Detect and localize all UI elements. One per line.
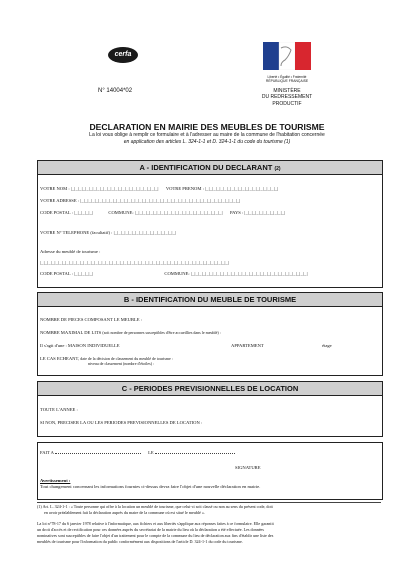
adresse-field[interactable]: |_|_|_|_|_|_|_|_|_|_|_|_|_|_|_|_|_|_|_|_|_|_|_|_|_|_|_|_|_|_|_|_|_|_|_|_|_|_|_|_|_|_|_|_| [80,198,241,203]
avertissement-title: Avertissement : [40,478,71,483]
pieces-label: NOMBRE DE PIECES COMPOSANT LE MEUBLE : [40,317,143,322]
cp-row [40,210,285,216]
commune2-field[interactable]: |_|_|_|_|_|_|_|_|_|_|_|_|_|_|_|_|_|_|_|_|_|_|_|_|_|_|_|_|_|_|_|_| [190,271,308,276]
lits-row [40,330,221,336]
tel-field[interactable]: |_|_|_|_|_|_|_|_|_|_|_|_|_|_|_|_|_| [113,230,177,235]
section-c-title: C - PERIODES PREVISIONNELLES DE LOCATION [121,384,299,393]
adresse-label: VOTRE ADRESSE : [40,198,80,203]
commune-field[interactable]: |_|_|_|_|_|_|_|_|_|_|_|_|_|_|_|_|_|_|_|_|_|_|_|_| [134,210,223,215]
appartement-label[interactable]: APPARTEMENT [231,343,264,348]
section-b-heading [37,292,383,307]
marianne-logo [263,42,311,82]
section-c-box [37,395,383,437]
nom-label: VOTRE NOM : [40,186,70,191]
ministry-line2: DU REDRESSEMENT [261,94,313,101]
cp2-field[interactable]: |_|_|_|_|_| [74,271,94,276]
cerfa-logo: cerfa [108,47,138,63]
annee-label: TOUTE L'ANNEE : [40,407,78,412]
maison-label[interactable]: Il s'agit d'une : MAISON INDIVIDUELLE [40,343,120,348]
footnote-separator [37,502,381,503]
footnote-1: (1) Art. L. 324-1-1 : « Toute personne qui offre à la location un meublé de tourisme, que celui-ci soit classé ou non au sens du présent code, doit [37,504,273,509]
etage-label: étage [322,343,332,348]
nom-field[interactable]: |_|_|_|_|_|_|_|_|_|_|_|_|_|_|_|_|_|_|_|_|_|_|_|_| [70,186,159,191]
cp-field[interactable]: |_|_|_|_|_| [74,210,94,215]
pays-label: PAYS : [229,210,244,215]
title-sub-2: en application des articles L. 324-1-1 et D. 324-1-1 du code du tourisme (1) [123,139,291,145]
cas-label: LE CAS ECHEANT, [40,356,80,361]
cp2-label: CODE POSTAL : [40,271,73,276]
fait-a-field[interactable] [55,453,141,454]
footnote-2c: nominatives sont susceptibles de faire l'objet d'un traitement pour le compte de la commune du lieu de déclaration aux fins d'établir une liste des [37,533,274,538]
section-c-heading [37,381,383,396]
section-a-heading [37,160,383,175]
lits-label: NOMBRE MAXIMAL DE LITS [40,330,102,335]
footnote-2d: meublés de tourisme pour l'information du public conformément aux dispositions de l'article D. 324-1-1 du code du tourisme. [37,539,243,544]
form-number: N° 14004*02 [98,88,133,94]
republic-name: RÉPUBLIQUE FRANÇAISE [265,79,309,83]
le-label: LE [148,450,154,455]
commune2-label: COMMUNE: [164,271,190,276]
adresse-row [40,198,240,204]
footnote-2b: un droit d'accès et de rectification pour ces données auprès du secrétariat de la mairie du lieu où la déclaration a été effectuée. Les données [37,527,264,532]
ministry-line3: PRODUCTIF [272,100,302,107]
tel-row [40,230,176,236]
tel-label: VOTRE N° TELEPHONE (facultatif) : [40,230,113,235]
periodes-label: SI NON, PRECISER LA OU LES PERIODES PREVISIONNELLES DE LOCATION : [40,420,203,425]
date-decision: date de la décision de classement du meublé de tourisme : [80,356,173,361]
ministry-block [246,88,328,107]
pays-field[interactable]: |_|_|_|_|_|_|_|_|_|_|_| [244,210,286,215]
section-b-title: B - IDENTIFICATION DU MEUBLE DE TOURISME [123,295,297,304]
page-title: DECLARATION EN MAIRIE DES MEUBLES DE TOURISME [89,122,325,132]
prenom-label: VOTRE PRENOM : [165,186,204,191]
fait-a-row [40,450,235,456]
lits-note: (soit nombre de personnes susceptibles d'être accueillies dans le meublé) : [102,330,221,335]
section-a-title: A - IDENTIFICATION DU DECLARANT [139,163,273,172]
commune-label: COMMUNE: [108,210,134,215]
type-row [40,343,120,349]
ministry-line1: MINISTÈRE [273,88,301,94]
republic-motto: Liberté • Égalité • Fraternité [267,75,307,79]
nom-row [40,186,278,192]
section-a-note: (2) [274,166,281,172]
title-sub-1: La loi vous oblige à remplir ce formulaire et à l'adresser au maire de la commune de l'habitation concernée [89,132,325,138]
fait-a-label: FAIT A [40,450,54,455]
footnote-2: La loi n°78-17 du 6 janvier 1978 relative à l'informatique, aux fichiers et aux libertés s'applique aux réponses faites à ce formulaire. Elle garantit [37,521,274,526]
cp-label: CODE POSTAL : [40,210,73,215]
le-field[interactable] [155,453,235,454]
niveau-classement: niveau de classement (nombre d'étoiles) : [88,361,155,366]
adresse-meuble-field[interactable]: |_|_|_|_|_|_|_|_|_|_|_|_|_|_|_|_|_|_|_|_|_|_|_|_|_|_|_|_|_|_|_|_|_|_|_|_|_|_|_|_|_|_|_|_|_|_|_|_|_|_|_|_| [40,260,230,265]
footnote-1b: en avoir préalablement fait la déclaration auprès du maire de la commune où est situé le meublé ». [44,510,205,515]
adresse-meuble-label: Adresse du meublé de tourisme : [40,249,101,254]
cp2-row [40,271,308,277]
avertissement-text: Tout changement concernant les informations fournies ci-dessus devra faire l'objet d'une nouvelle déclaration en mairie. [40,484,261,489]
signature-label: SIGNATURE [235,465,261,470]
prenom-field[interactable]: |_|_|_|_|_|_|_|_|_|_|_|_|_|_|_|_|_|_|_|_| [205,186,279,191]
